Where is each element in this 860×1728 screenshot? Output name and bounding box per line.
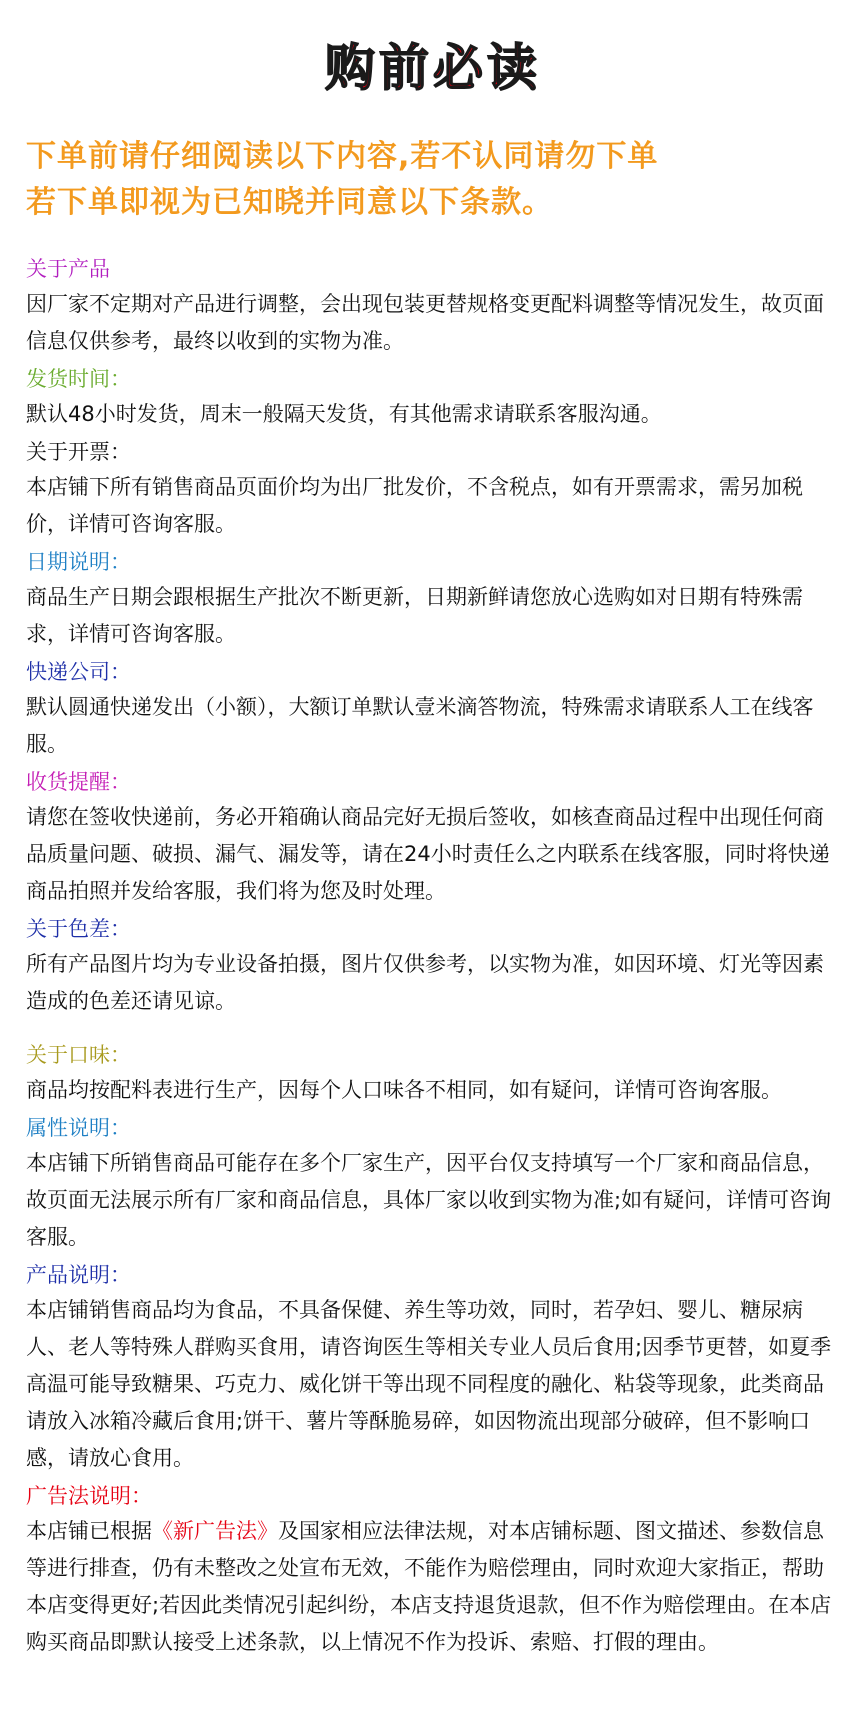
- section-color-difference: [26, 912, 840, 1020]
- intro-line-1: 下单前请仔细阅读以下内容,若不认同请勿下单: [26, 139, 659, 174]
- section-taste: [26, 1038, 840, 1109]
- section-invoice: [26, 435, 840, 543]
- section-heading: 收货提醒：: [26, 770, 131, 794]
- section-ad-law: [26, 1479, 840, 1661]
- notice-sections: [26, 252, 840, 1661]
- section-body: [26, 1513, 840, 1661]
- section-courier: [26, 655, 840, 763]
- section-product-description: [26, 1258, 840, 1477]
- section-heading: 发货时间：: [26, 367, 131, 391]
- ad-law-body-post: 及国家相应法律法规，对本店铺标题、图文描述、参数信息等进行排查，仍有未整改之处宣布无效，不能作为赔偿理由，同时欢迎大家指正，帮助本店变得更好;若因此类情况引起纠纷，本店支持退货退款，但不作为赔偿理由。在本店购买商品即默认接受上述条款，以上情况不作为投诉、索赔、打假的理由。: [26, 1519, 832, 1654]
- section-body: 默认48小时发货，周末一般隔天发货，有其他需求请联系客服沟通。: [26, 402, 662, 426]
- section-heading: 关于开票：: [26, 440, 131, 464]
- spacer: [26, 1022, 840, 1036]
- section-heading: 关于色差：: [26, 917, 131, 941]
- section-product: [26, 252, 840, 360]
- section-heading: 关于产品: [26, 257, 110, 281]
- ad-law-body-pre: 本店铺已根据: [26, 1519, 152, 1543]
- page-title: 购前必读: [325, 39, 541, 97]
- intro-block: [26, 134, 840, 226]
- section-body: 请您在签收快递前，务必开箱确认商品完好无损后签收，如核查商品过程中出现任何商品质量问题、破损、漏气、漏发等，请在24小时责任么之内联系在线客服，同时将快递商品拍照并发给客服，我们将为您及时处理。: [26, 805, 830, 903]
- section-body: 商品生产日期会跟根据生产批次不断更新，日期新鲜请您放心选购如对日期有特殊需求，详情可咨询客服。: [26, 585, 803, 646]
- section-attributes: [26, 1111, 840, 1256]
- section-heading: 属性说明：: [26, 1116, 131, 1140]
- section-date: [26, 545, 840, 653]
- section-heading: 产品说明：: [26, 1263, 131, 1287]
- section-shipping-time: [26, 362, 840, 433]
- section-body: 本店铺销售商品均为食品，不具备保健、养生等功效，同时，若孕妇、婴儿、糖尿病人、老人等特殊人群购买食用，请咨询医生等相关专业人员后食用;因季节更替，如夏季高温可能导致糖果、巧克力、威化饼干等出现不同程度的融化、粘袋等现象，此类商品请放入冰箱冷藏后食用;饼干、薯片等酥脆易碎，如因物流出现部分破碎，但不影响口感，请放心食用。: [26, 1298, 832, 1470]
- intro-line-2: 若下单即视为已知晓并同意以下条款。: [26, 185, 553, 220]
- section-body: 默认圆通快递发出（小额），大额订单默认壹米滴答物流，特殊需求请联系人工在线客服。: [26, 695, 814, 756]
- section-heading: 关于口味：: [26, 1043, 131, 1067]
- section-body: 所有产品图片均为专业设备拍摄，图片仅供参考，以实物为准，如因环境、灯光等因素造成的色差还请见谅。: [26, 952, 824, 1013]
- ad-law-name: 《新广告法》: [152, 1519, 278, 1543]
- section-receipt-reminder: [26, 765, 840, 910]
- section-body: 本店铺下所有销售商品页面价均为出厂批发价，不含税点，如有开票需求，需另加税价，详情可咨询客服。: [26, 475, 803, 536]
- section-heading: 快递公司：: [26, 660, 131, 684]
- section-heading: 日期说明：: [26, 550, 131, 574]
- section-body: 本店铺下所销售商品可能存在多个厂家生产，因平台仅支持填写一个厂家和商品信息，故页面无法展示所有厂家和商品信息，具体厂家以收到实物为准;如有疑问，详情可咨询客服。: [26, 1151, 832, 1249]
- section-body: 商品均按配料表进行生产，因每个人口味各不相同，如有疑问，详情可咨询客服。: [26, 1078, 782, 1102]
- section-body: 因厂家不定期对产品进行调整，会出现包装更替规格变更配料调整等情况发生，故页面信息仅供参考，最终以收到的实物为准。: [26, 292, 824, 353]
- section-heading: 广告法说明：: [26, 1484, 152, 1508]
